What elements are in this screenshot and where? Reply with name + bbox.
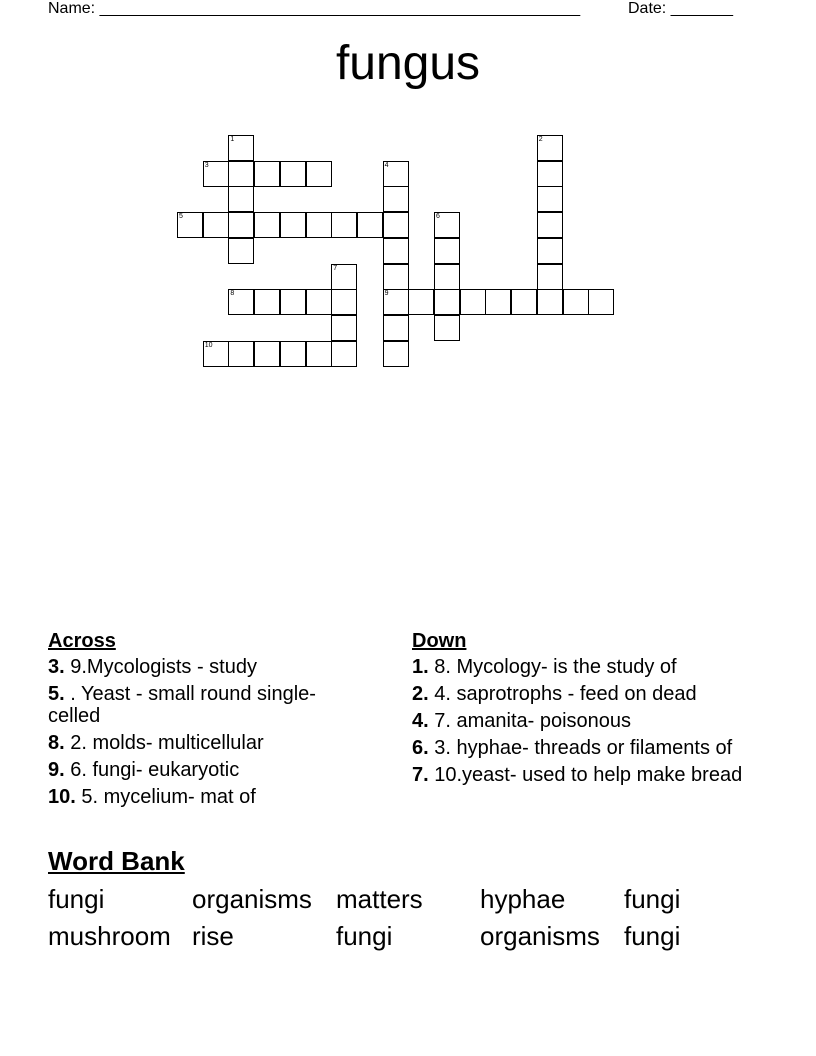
- crossword-cell[interactable]: [408, 289, 434, 315]
- clue-number: 10: [204, 341, 213, 349]
- crossword-cell[interactable]: [203, 161, 229, 187]
- crossword-cell[interactable]: [460, 289, 486, 315]
- crossword-cell[interactable]: [383, 289, 409, 315]
- name-field: Name: ______________________________________________________: [48, 0, 581, 17]
- clue-across-5: 5. . Yeast - small round single-celled: [48, 683, 316, 727]
- across-heading: Across: [48, 630, 116, 652]
- crossword-cell[interactable]: [254, 289, 280, 315]
- clue-across-10: 10. 5. mycelium- mat of: [48, 786, 256, 808]
- crossword-cell[interactable]: [228, 341, 254, 367]
- crossword-cell[interactable]: [383, 186, 409, 212]
- clue-down-2: 2. 4. saprotrophs - feed on dead: [412, 683, 697, 705]
- crossword-cell[interactable]: [383, 264, 409, 290]
- word-bank-item: organisms: [192, 884, 312, 914]
- word-bank-item: fungi: [624, 921, 681, 951]
- crossword-cell[interactable]: [280, 289, 306, 315]
- clue-across-9: 9. 6. fungi- eukaryotic: [48, 759, 240, 781]
- clue-number: 1: [230, 136, 235, 143]
- page-title: fungus: [335, 37, 481, 90]
- crossword-cell[interactable]: [331, 341, 357, 367]
- clue-number: 4: [384, 161, 389, 169]
- clue-down-6: 6. 3. hyphae- threads or filaments of: [412, 737, 733, 759]
- word-bank-item: fungi: [336, 921, 393, 951]
- clue-number: 2: [538, 136, 543, 143]
- word-bank: [48, 884, 768, 951]
- crossword-cell[interactable]: [280, 161, 306, 187]
- crossword-cell[interactable]: [306, 212, 332, 238]
- word-bank-item: rise: [192, 921, 234, 951]
- crossword-cell[interactable]: [306, 341, 332, 367]
- crossword-cell[interactable]: [280, 212, 306, 238]
- clue-across-8: 8. 2. molds- multicellular: [48, 732, 264, 754]
- crossword-cell[interactable]: [383, 315, 409, 341]
- clue-number: 8: [230, 290, 235, 298]
- crossword-cell[interactable]: [203, 212, 229, 238]
- crossword-cell[interactable]: [537, 186, 563, 212]
- crossword-cell[interactable]: [383, 341, 409, 367]
- crossword-cell[interactable]: [280, 341, 306, 367]
- crossword-cell[interactable]: [254, 341, 280, 367]
- word-bank-item: mushroom: [48, 921, 171, 951]
- crossword-cell[interactable]: [383, 161, 409, 187]
- clue-number: 5: [179, 213, 183, 221]
- crossword-cell[interactable]: [254, 212, 280, 238]
- clue-across-3: 3. 9.Mycologists - study: [48, 656, 257, 678]
- word-bank-title: Word Bank: [48, 846, 185, 876]
- crossword-cell[interactable]: [588, 289, 614, 315]
- crossword-cell[interactable]: [357, 212, 383, 238]
- crossword-cell[interactable]: [537, 289, 563, 315]
- across-clues: [48, 630, 348, 813]
- crossword-grid: [0, 0, 816, 400]
- crossword-cell[interactable]: [228, 238, 254, 264]
- crossword-cell[interactable]: [228, 135, 254, 161]
- crossword-cell[interactable]: [383, 212, 409, 238]
- crossword-cell[interactable]: [331, 315, 357, 341]
- down-clues: [412, 630, 752, 791]
- crossword-cell[interactable]: [177, 212, 203, 238]
- crossword-cell[interactable]: [434, 315, 460, 341]
- crossword-cell[interactable]: [254, 161, 280, 187]
- crossword-cell[interactable]: [434, 289, 460, 315]
- crossword-cell[interactable]: [306, 289, 332, 315]
- crossword-cell[interactable]: [383, 238, 409, 264]
- crossword-cell[interactable]: [434, 212, 460, 238]
- crossword-cell[interactable]: [563, 289, 589, 315]
- crossword-cell[interactable]: [228, 212, 254, 238]
- clue-number: 9: [384, 290, 389, 298]
- crossword-cell[interactable]: [511, 289, 537, 315]
- word-bank-item: fungi: [48, 884, 105, 914]
- down-heading: Down: [412, 630, 467, 652]
- crossword-cell[interactable]: [331, 264, 357, 290]
- clue-down-1: 1. 8. Mycology- is the study of: [412, 656, 677, 678]
- word-bank-item: hyphae: [480, 884, 566, 914]
- word-bank-item: organisms: [480, 921, 600, 951]
- clue-number: 7: [333, 264, 338, 272]
- crossword-cell[interactable]: [537, 161, 563, 187]
- crossword-cell[interactable]: [203, 341, 229, 367]
- date-field: Date: _______: [628, 0, 733, 17]
- word-bank-item: fungi: [624, 884, 681, 914]
- clue-number: 6: [436, 213, 440, 221]
- word-bank-item: matters: [336, 884, 423, 914]
- crossword-cell[interactable]: [485, 289, 511, 315]
- crossword-cell[interactable]: [331, 212, 357, 238]
- crossword-cell[interactable]: [228, 161, 254, 187]
- crossword-cell[interactable]: [331, 289, 357, 315]
- clue-down-7: 7. 10.yeast- used to help make bread: [412, 764, 743, 786]
- clue-number: 3: [204, 161, 209, 169]
- crossword-cell[interactable]: [228, 186, 254, 212]
- clue-down-4: 4. 7. amanita- poisonous: [412, 710, 632, 732]
- crossword-cell[interactable]: [537, 238, 563, 264]
- crossword-cell[interactable]: [306, 161, 332, 187]
- crossword-cell[interactable]: [537, 135, 563, 161]
- crossword-cell[interactable]: [434, 264, 460, 290]
- crossword-cell[interactable]: [228, 289, 254, 315]
- crossword-cell[interactable]: [537, 264, 563, 290]
- crossword-cell[interactable]: [537, 212, 563, 238]
- crossword-cell[interactable]: [434, 238, 460, 264]
